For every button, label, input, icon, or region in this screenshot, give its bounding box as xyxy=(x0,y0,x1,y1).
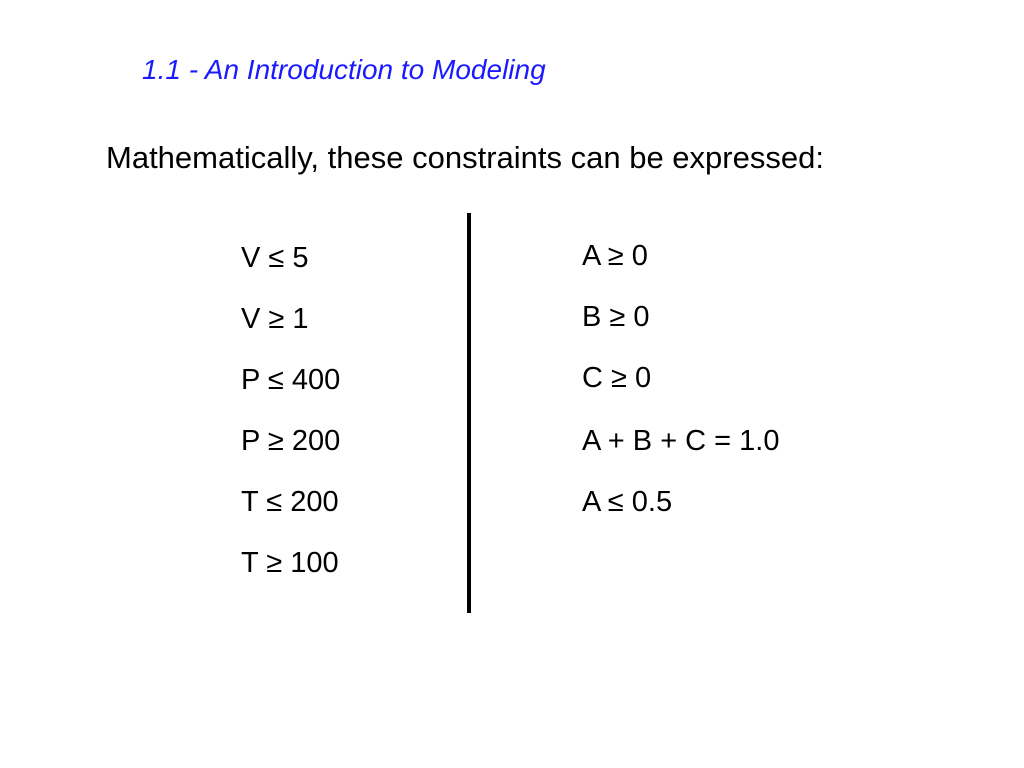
constraint-a-max: A ≤ 0.5 xyxy=(582,486,673,518)
constraint-v-min: V ≥ 1 xyxy=(241,303,309,335)
slide-title: 1.1 - An Introduction to Modeling xyxy=(142,54,546,85)
constraint-a-nonneg: A ≥ 0 xyxy=(582,240,648,272)
constraint-p-min: P ≥ 200 xyxy=(241,425,341,457)
constraint-b-nonneg: B ≥ 0 xyxy=(582,301,650,333)
intro-text: Mathematically, these constraints can be expressed: xyxy=(106,140,824,175)
constraint-t-max: T ≤ 200 xyxy=(241,486,339,518)
column-divider xyxy=(467,213,471,613)
constraint-p-max: P ≤ 400 xyxy=(241,364,341,396)
constraint-t-min: T ≥ 100 xyxy=(241,547,339,579)
constraint-sum: A + B + C = 1.0 xyxy=(582,425,780,457)
constraint-v-max: V ≤ 5 xyxy=(241,242,309,274)
constraint-c-nonneg: C ≥ 0 xyxy=(582,362,652,394)
